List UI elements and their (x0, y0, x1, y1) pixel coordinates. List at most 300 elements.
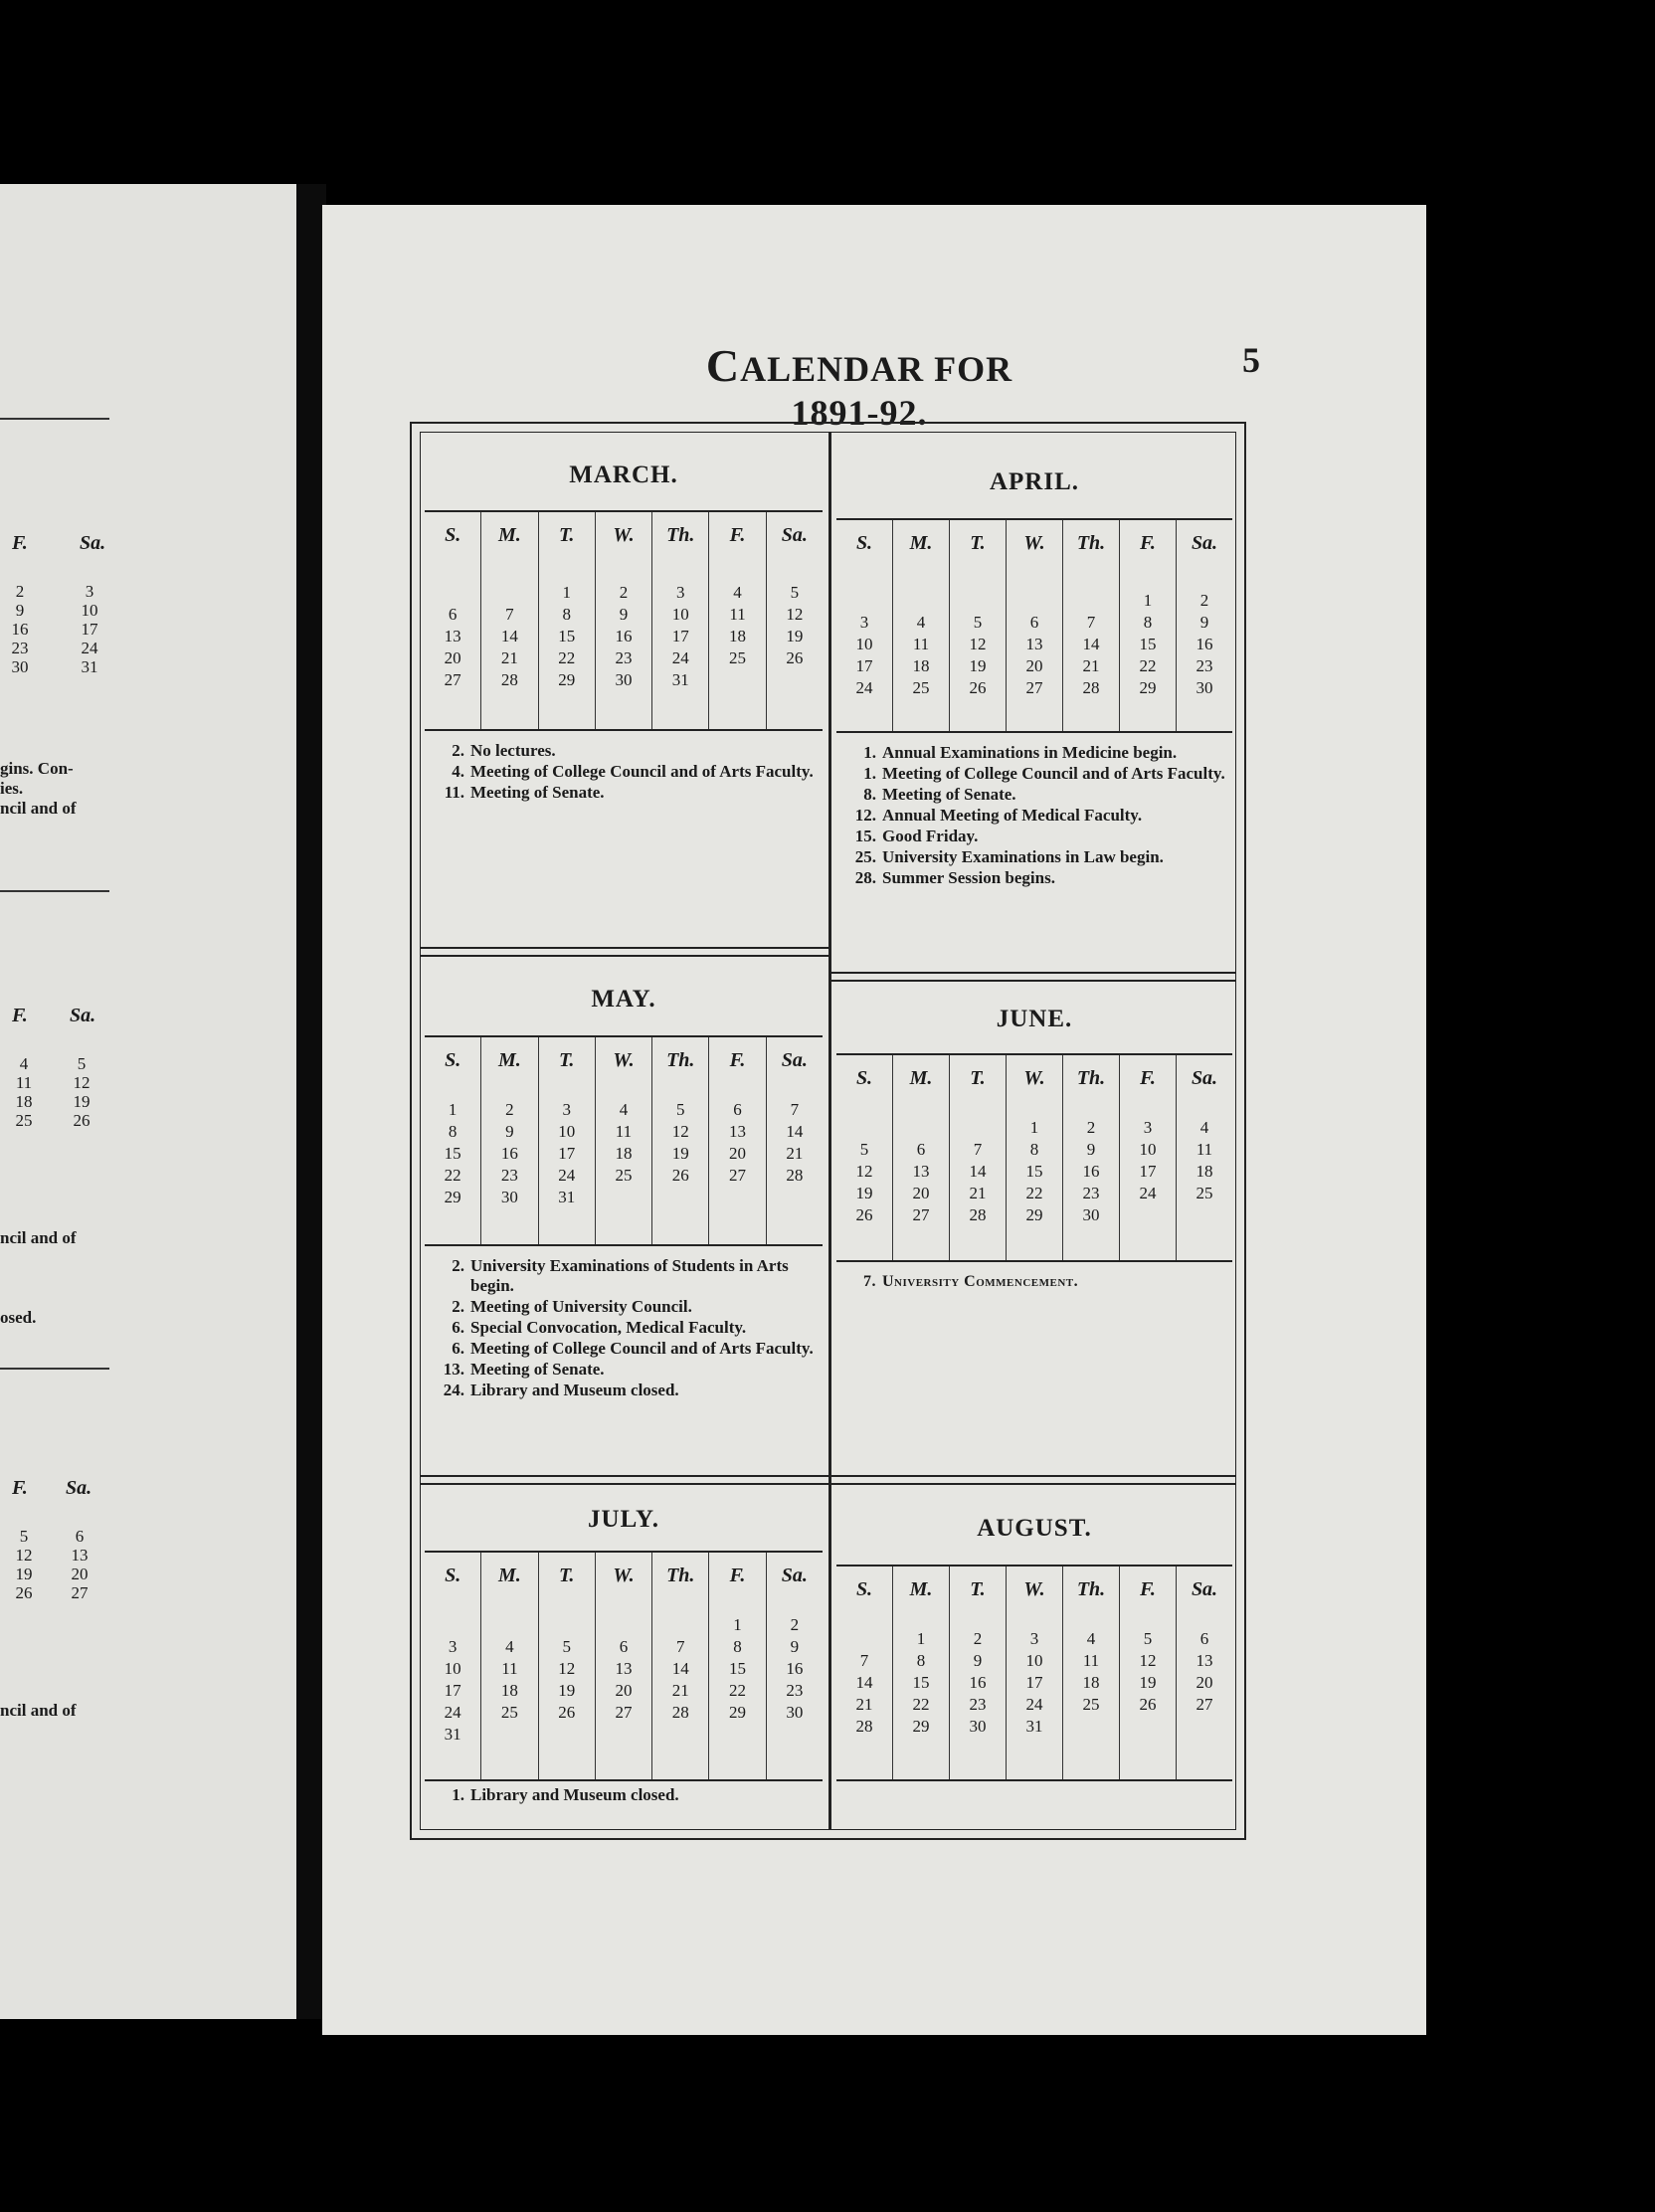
left-top-sa-column (70, 582, 109, 676)
day: 3 (859, 613, 869, 632)
day: 18 (615, 1144, 633, 1163)
calendar-page (322, 205, 1426, 2035)
event-date: 1. (452, 1785, 464, 1804)
weekday-column (767, 1553, 823, 1779)
event-item (846, 868, 1228, 888)
day: 9 (1199, 613, 1209, 632)
day: 24 (855, 678, 873, 697)
weekday-column (539, 1037, 596, 1244)
day: 26 (1139, 1695, 1157, 1714)
day: 18 (500, 1681, 518, 1700)
day: 22 (912, 1695, 930, 1714)
day: 1 (448, 1100, 458, 1119)
weekday-header: F. (729, 1049, 746, 1071)
day: 6 (448, 605, 458, 624)
weekday-header: W. (1023, 1067, 1045, 1089)
weekday-column (425, 1037, 481, 1244)
day: 19 (786, 627, 804, 645)
day: 16 (500, 1144, 518, 1163)
day: 16 (1195, 635, 1213, 653)
month-april (836, 441, 1232, 889)
event-text: Summer Session begins. (882, 868, 1055, 887)
day: 24 (558, 1166, 576, 1185)
weekday-header: F. (1140, 1067, 1156, 1089)
day: 2 (619, 583, 629, 602)
event-text: University Examinations in Law begin. (882, 847, 1164, 866)
left-fragment-text: gins. Con- (0, 759, 74, 778)
event-date: 1. (863, 764, 876, 783)
day: 12 (15, 1546, 33, 1565)
weekday-column (596, 1037, 652, 1244)
month-title: JUNE. (996, 1006, 1073, 1032)
weekday-header: M. (498, 1565, 521, 1586)
day: 5 (77, 1054, 87, 1073)
weekday-column (950, 520, 1007, 731)
day: 6 (75, 1527, 85, 1546)
left-mid-sa-column (62, 1054, 101, 1130)
day: 21 (969, 1184, 987, 1202)
event-item (846, 827, 1228, 846)
weekday-header: W. (1023, 1578, 1045, 1600)
weekday-header: T. (970, 1578, 986, 1600)
day: 19 (671, 1144, 689, 1163)
day: 4 (19, 1054, 29, 1073)
day: 16 (11, 620, 29, 639)
weekday-header: Sa. (1191, 532, 1218, 554)
day: 12 (855, 1162, 873, 1181)
weekday-column (950, 1567, 1007, 1779)
day: 4 (733, 583, 742, 602)
day: 29 (444, 1188, 461, 1206)
event-date: 7. (863, 1273, 876, 1290)
day: 7 (676, 1637, 685, 1656)
day: 25 (615, 1166, 633, 1185)
day: 21 (786, 1144, 804, 1163)
weekday-header: Sa. (1191, 1067, 1218, 1089)
weekday-column (596, 512, 652, 729)
day: 5 (19, 1527, 29, 1546)
day: 23 (615, 648, 633, 667)
month-july (425, 1489, 823, 1806)
day: 2 (505, 1100, 514, 1119)
weekday-header: M. (498, 1049, 521, 1071)
day: 31 (671, 670, 689, 689)
day: 12 (73, 1073, 91, 1092)
day: 8 (916, 1651, 926, 1670)
event-date: 11. (444, 783, 464, 802)
day: 6 (1029, 613, 1039, 632)
weekday-column (893, 1567, 950, 1779)
day: 15 (1139, 635, 1157, 653)
weekday-column (1120, 520, 1177, 731)
weekday-column (709, 1037, 766, 1244)
day: 17 (1139, 1162, 1157, 1181)
day: 15 (444, 1144, 461, 1163)
day: 19 (15, 1565, 33, 1583)
event-item (435, 1297, 819, 1317)
weekday-header: W. (613, 524, 635, 546)
day: 14 (786, 1122, 804, 1141)
weekday-column (1007, 520, 1063, 731)
day: 12 (969, 635, 987, 653)
weekday-header: Th. (1076, 1067, 1106, 1089)
left-bot-sa-column (60, 1527, 99, 1602)
day: 23 (500, 1166, 518, 1185)
event-text: Meeting of Senate. (470, 1360, 605, 1379)
day: 25 (729, 648, 747, 667)
weekday-header: S. (855, 1067, 873, 1089)
weekday-header: Th. (1076, 1578, 1106, 1600)
page-title (660, 339, 1058, 434)
day: 15 (912, 1673, 930, 1692)
day: 20 (1195, 1673, 1213, 1692)
day: 10 (671, 605, 689, 624)
left-fragment-text: ncil and of (0, 799, 77, 818)
day: 5 (562, 1637, 571, 1656)
month-june (836, 986, 1232, 1293)
day: 21 (671, 1681, 689, 1700)
event-item (435, 1339, 819, 1359)
day: 27 (444, 670, 461, 689)
event-item (435, 762, 819, 782)
event-text: Special Convocation, Medical Faculty. (470, 1318, 747, 1337)
event-text: Meeting of Senate. (882, 785, 1016, 804)
day: 9 (505, 1122, 514, 1141)
left-fragment-text: ies. (0, 779, 24, 798)
day: 13 (615, 1659, 633, 1678)
left-page-fragment (0, 184, 296, 2019)
day: 17 (81, 620, 98, 639)
weekday-header: W. (613, 1049, 635, 1071)
day: 3 (1029, 1629, 1039, 1648)
day: 19 (1139, 1673, 1157, 1692)
event-item (435, 1318, 819, 1338)
weekday-header: M. (909, 532, 933, 554)
day: 25 (1195, 1184, 1213, 1202)
day: 9 (973, 1651, 983, 1670)
day: 17 (444, 1681, 461, 1700)
event-text: Meeting of University Council. (470, 1297, 692, 1316)
day: 21 (500, 648, 518, 667)
day: 22 (558, 648, 576, 667)
day: 28 (1082, 678, 1100, 697)
day: 31 (444, 1725, 461, 1744)
day: 29 (1025, 1205, 1043, 1224)
day: 23 (969, 1695, 987, 1714)
event-text: Annual Meeting of Medical Faculty. (882, 806, 1143, 825)
day: 25 (912, 678, 930, 697)
weekday-column (1063, 1567, 1120, 1779)
day: 29 (912, 1717, 930, 1736)
day: 5 (676, 1100, 685, 1119)
left-header-sa: Sa. (66, 1477, 92, 1499)
month-august (836, 1489, 1232, 1781)
day: 3 (85, 582, 94, 601)
day: 26 (855, 1205, 873, 1224)
event-date: 13. (443, 1360, 464, 1379)
event-item (846, 806, 1228, 826)
day: 6 (1199, 1629, 1209, 1648)
weekday-column (1063, 520, 1120, 731)
event-date: 6. (452, 1339, 464, 1358)
left-header-sa: Sa. (80, 532, 106, 554)
day: 26 (15, 1583, 33, 1602)
day: 3 (1143, 1118, 1153, 1137)
day: 30 (500, 1188, 518, 1206)
weekday-header: M. (909, 1067, 933, 1089)
calendar-frame-inner (420, 432, 1236, 1830)
event-text: University Examinations of Students in Arts begin. (470, 1256, 789, 1295)
weekday-column (767, 512, 823, 729)
weekday-header: T. (559, 524, 575, 546)
weekday-column (893, 520, 950, 731)
day: 11 (15, 1073, 33, 1092)
day: 19 (558, 1681, 576, 1700)
day: 11 (729, 605, 746, 624)
day: 1 (916, 1629, 926, 1648)
day: 23 (786, 1681, 804, 1700)
day: 30 (786, 1703, 804, 1722)
weekday-column (709, 1553, 766, 1779)
event-text: Library and Museum closed. (470, 1381, 679, 1399)
weekday-column (1063, 1055, 1120, 1260)
weekday-header: T. (559, 1565, 575, 1586)
month-grid (836, 518, 1232, 733)
day: 10 (1139, 1140, 1157, 1159)
day: 22 (729, 1681, 747, 1700)
weekday-header: S. (445, 1565, 461, 1586)
event-text: No lectures. (470, 741, 556, 760)
weekday-header: Sa. (781, 524, 808, 546)
day: 24 (1025, 1695, 1043, 1714)
event-text: Meeting of College Council and of Arts Faculty. (882, 764, 1225, 783)
day: 14 (855, 1673, 873, 1692)
day: 5 (1143, 1629, 1153, 1648)
day: 4 (1199, 1118, 1209, 1137)
event-date: 6. (452, 1318, 464, 1337)
day: 1 (1029, 1118, 1039, 1137)
event-item (846, 847, 1228, 867)
day: 26 (558, 1703, 576, 1722)
month-events (836, 1262, 1232, 1292)
day: 27 (1025, 678, 1043, 697)
event-date: 2. (452, 741, 464, 760)
day: 3 (448, 1637, 458, 1656)
weekday-column (767, 1037, 823, 1244)
day: 14 (1082, 635, 1100, 653)
day: 24 (671, 648, 689, 667)
day: 4 (619, 1100, 629, 1119)
left-rule (0, 1368, 109, 1370)
day: 27 (729, 1166, 747, 1185)
weekday-column (481, 512, 538, 729)
day: 27 (71, 1583, 89, 1602)
day: 16 (1082, 1162, 1100, 1181)
day: 25 (1082, 1695, 1100, 1714)
day: 12 (1139, 1651, 1157, 1670)
day: 28 (786, 1166, 804, 1185)
left-top-f-column (0, 582, 40, 676)
day: 4 (505, 1637, 514, 1656)
calendar-frame (410, 422, 1246, 1840)
weekday-column (425, 512, 481, 729)
row-divider (831, 972, 1235, 982)
day: 27 (912, 1205, 930, 1224)
event-text: Meeting of College Council and of Arts Faculty. (470, 762, 814, 781)
day: 5 (790, 583, 800, 602)
event-date: 25. (854, 847, 876, 866)
month-title: MARCH. (569, 461, 678, 488)
day: 29 (729, 1703, 747, 1722)
day: 2 (1086, 1118, 1096, 1137)
event-item (435, 1785, 819, 1805)
day: 20 (444, 648, 461, 667)
event-date: 8. (863, 785, 876, 804)
weekday-header: F. (729, 524, 746, 546)
weekday-column (1120, 1567, 1177, 1779)
day: 11 (1082, 1651, 1100, 1670)
day: 11 (615, 1122, 633, 1141)
day: 30 (1195, 678, 1213, 697)
weekday-column (1007, 1567, 1063, 1779)
day: 13 (729, 1122, 747, 1141)
day: 2 (973, 1629, 983, 1648)
day: 28 (855, 1717, 873, 1736)
day: 10 (81, 601, 98, 620)
left-fragment-text: ncil and of (0, 1701, 77, 1720)
weekday-column (1120, 1055, 1177, 1260)
weekday-header: T. (559, 1049, 575, 1071)
day: 22 (444, 1166, 461, 1185)
row-divider (421, 947, 828, 957)
weekday-column (836, 1055, 893, 1260)
day: 19 (73, 1092, 91, 1111)
day: 24 (444, 1703, 461, 1722)
weekday-header: S. (445, 524, 461, 546)
event-text: University Commencement. (882, 1273, 1079, 1290)
day: 5 (973, 613, 983, 632)
weekday-header: T. (970, 1067, 986, 1089)
event-date: 2. (452, 1297, 464, 1316)
weekday-header: Sa. (781, 1049, 808, 1071)
weekday-column (893, 1055, 950, 1260)
left-bot-f-column (4, 1527, 44, 1602)
day: 31 (81, 657, 98, 676)
month-march (425, 441, 823, 804)
event-item (435, 1256, 819, 1296)
day: 1 (733, 1615, 742, 1634)
day: 27 (1195, 1695, 1213, 1714)
day: 22 (1025, 1184, 1043, 1202)
day: 16 (969, 1673, 987, 1692)
month-grid (836, 1565, 1232, 1781)
day: 26 (969, 678, 987, 697)
day: 1 (562, 583, 571, 602)
weekday-header: Sa. (1191, 1578, 1218, 1600)
left-mid-f-column (4, 1054, 44, 1130)
event-date: 1. (863, 743, 876, 762)
day: 6 (619, 1637, 629, 1656)
day: 14 (500, 627, 518, 645)
day: 11 (1195, 1140, 1213, 1159)
day: 17 (558, 1144, 576, 1163)
day: 14 (969, 1162, 987, 1181)
event-text: Meeting of Senate. (470, 783, 605, 802)
weekday-column (1177, 1055, 1232, 1260)
day: 13 (444, 627, 461, 645)
event-text: Library and Museum closed. (470, 1785, 679, 1804)
day: 25 (15, 1111, 33, 1130)
weekday-header: Th. (1076, 532, 1106, 554)
day: 17 (671, 627, 689, 645)
weekday-column (709, 512, 766, 729)
day: 15 (1025, 1162, 1043, 1181)
row-divider (831, 1475, 1235, 1485)
column-divider (828, 433, 831, 1829)
weekday-column (539, 512, 596, 729)
month-title: JULY. (588, 1506, 659, 1533)
event-item (435, 1360, 819, 1380)
day: 20 (615, 1681, 633, 1700)
event-date: 15. (854, 827, 876, 845)
day: 8 (448, 1122, 458, 1141)
day: 13 (1025, 635, 1043, 653)
day: 7 (859, 1651, 869, 1670)
weekday-header: Th. (666, 1565, 695, 1586)
weekday-column (652, 512, 709, 729)
day: 10 (1025, 1651, 1043, 1670)
day: 6 (916, 1140, 926, 1159)
day: 23 (1082, 1184, 1100, 1202)
weekday-header: M. (498, 524, 521, 546)
weekday-header: S. (855, 532, 873, 554)
weekday-column (481, 1037, 538, 1244)
day: 26 (671, 1166, 689, 1185)
day: 12 (558, 1659, 576, 1678)
month-events (425, 1246, 823, 1400)
weekday-header: S. (855, 1578, 873, 1600)
day: 4 (916, 613, 926, 632)
weekday-column (539, 1553, 596, 1779)
day: 13 (71, 1546, 89, 1565)
weekday-column (1007, 1055, 1063, 1260)
day: 13 (912, 1162, 930, 1181)
day: 20 (729, 1144, 747, 1163)
day: 18 (1082, 1673, 1100, 1692)
left-rule (0, 890, 109, 892)
day: 19 (969, 656, 987, 675)
month-grid (836, 1053, 1232, 1262)
day: 27 (615, 1703, 633, 1722)
left-fragment-text: ncil and of (0, 1228, 77, 1247)
day: 24 (1139, 1184, 1157, 1202)
day: 10 (558, 1122, 576, 1141)
month-events (425, 731, 823, 803)
day: 11 (912, 635, 930, 653)
day: 20 (71, 1565, 89, 1583)
month-grid (425, 510, 823, 731)
event-date: 28. (854, 868, 876, 887)
event-item (435, 783, 819, 803)
event-date: 4. (452, 762, 464, 781)
day: 2 (1199, 591, 1209, 610)
day: 8 (1143, 613, 1153, 632)
left-fragment-text: osed. (0, 1308, 37, 1327)
day: 30 (1082, 1205, 1100, 1224)
day: 26 (73, 1111, 91, 1130)
event-item (846, 1272, 1228, 1292)
day: 7 (505, 605, 514, 624)
